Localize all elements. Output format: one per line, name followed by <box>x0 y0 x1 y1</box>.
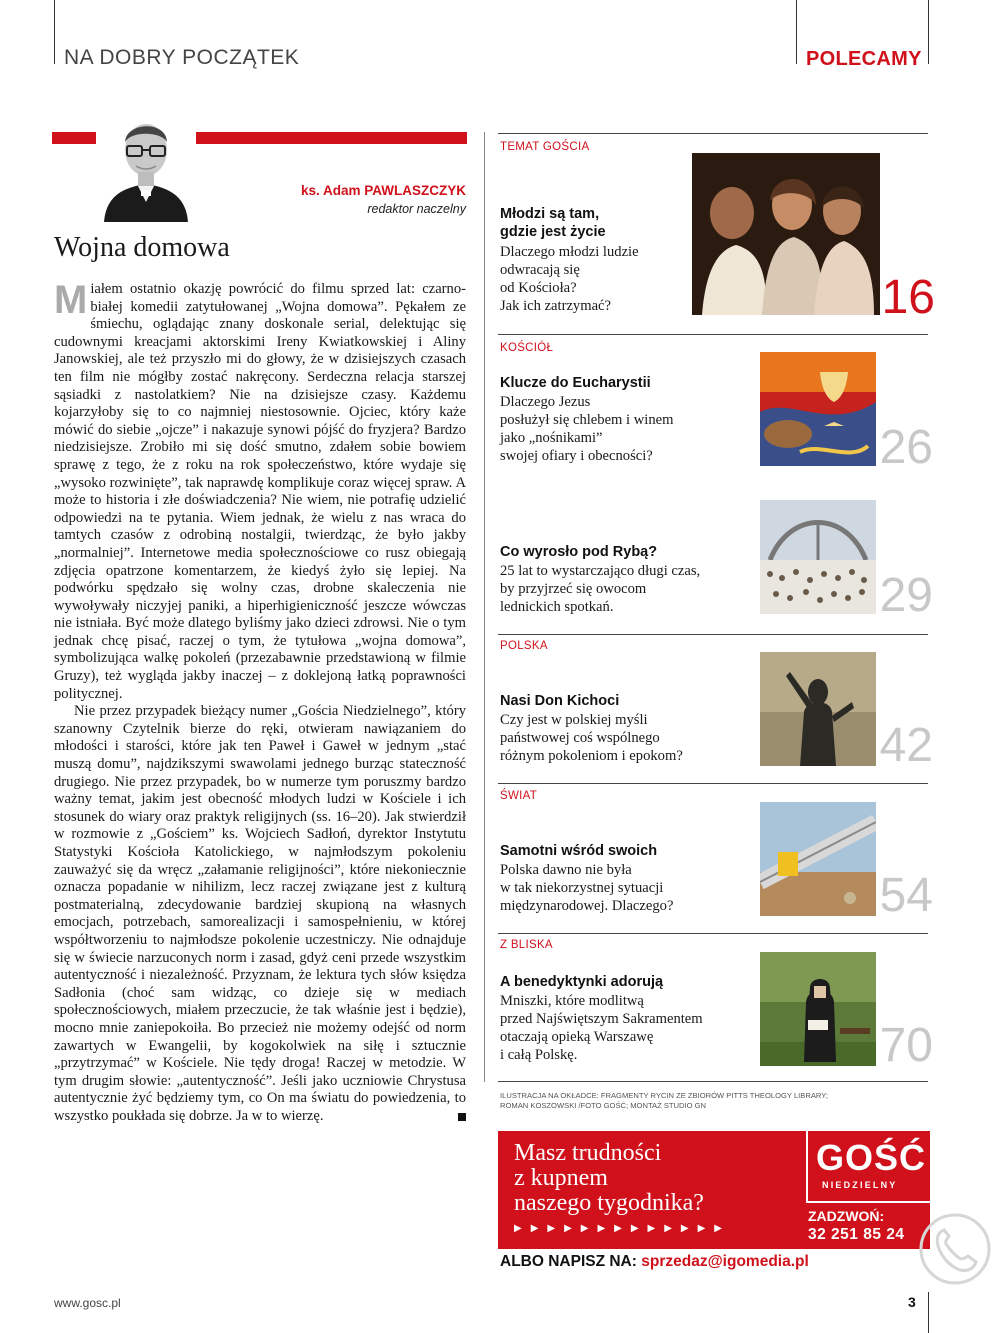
item-headline-samotni[interactable]: Samotni wśród swoich <box>500 843 658 859</box>
editorial-title: Wojna domowa <box>54 232 230 263</box>
ad-write-label: ALBO NAPISZ NA: <box>500 1253 637 1270</box>
editorial-paragraph-2 <box>54 703 466 1125</box>
item-headline-klucze[interactable]: Klucze do Eucharystii <box>500 375 651 391</box>
item-headline-line: gdzie jest życie <box>500 224 606 240</box>
ad-line: Masz trudności <box>514 1140 662 1166</box>
ad-line: naszego tygodnika? <box>514 1190 704 1216</box>
footer-url[interactable]: www.gosc.pl <box>54 1296 121 1310</box>
desc-line: otaczają opieką Warszawę <box>500 1029 654 1045</box>
phone-icon <box>918 1212 992 1286</box>
editorial-paragraph-1 <box>54 278 466 703</box>
item-separator <box>498 634 928 635</box>
item-desc-kichoci <box>500 711 745 765</box>
item-desc-samotni <box>500 861 745 915</box>
item-desc-benedyktynki <box>500 992 770 1064</box>
desc-line: Dlaczego Jezus <box>500 394 591 410</box>
desc-line: swojej ofiary i obecności? <box>500 448 653 464</box>
item-headline-kichoci[interactable]: Nasi Don Kichoci <box>500 693 620 709</box>
author-role: redaktor naczelny <box>367 202 466 216</box>
item-separator <box>498 933 928 934</box>
item-headline-mlodzi[interactable] <box>500 205 606 241</box>
editorial-paragraph-2-text: Nie przez przypadek bieżący numer „Gościa Niedzielnego”, który szanowny Czytelnik bierze do ręki, otwieram nawiązaniem do młodości i starości, które jak ten Paweł i Gaweł w jednym „stać muszą domu”, najdzikszymi swawolami jednego burząc stateczność drugiego. Nie przez przypadek, bo w numerze tym poruszmy bardzo ważny temat, jakim jest obecność młodych ludzi w Kościele i ich stosunek do wiary oraz praktyk religijnych (ss. 16–20). Jak stwierdził w rozmowie z „Gościem” ks. Wojciech Sadłoń, dyrektor Instytutu Statystyki Kościoła Katolickiego, w najmłodszym pokoleniu zauważyć się da wręcz „załamanie religijności”, które niekoniecznie oznacza popadanie w nihilizm, lecz raczej związane jest z kulturą postmaterialną, zdecydowanie bardziej skupioną na własnych emocjach, potrzebach, samorealizacji i samospełnieniu, w której współtworzeniu to najmłodsze pokolenie uczestniczy. Nie odnajduje się w świecie narzuconych norm i zasad, gdyż ceni przede wszystkim autentyczność i niezależność. Przyznam, że lektura tych słów księdza Sadłonia (choć sam widząc, co dzieje się w mediach społecznościowych, miałem przeczucie, że tak właśnie jest i będzie), mocno mnie zaniepokoiła. Bo przecież nie możemy odejść od norm zawartych w Ewangelii, by kogokolwiek na siłę i sztucznie „przytrzymać” w Kościele. Nie tędy droga! Raczej w metodzie. W tym drugim słowie: „autentyczność”. Jeśli jako uczniowie Chrystusa autentycznie żyć będziemy tym, co On ma światu do powiedzenia, to wszystko poukłada się dobrze. Ja w to wierzę. <box>54 703 466 1124</box>
item-separator <box>498 133 928 134</box>
desc-line: międzynarodowej. Dlaczego? <box>500 898 674 914</box>
header-rule-far-right <box>928 0 929 64</box>
desc-line: od Kościoła? <box>500 280 577 296</box>
page-number: 3 <box>908 1294 916 1310</box>
editorial-body <box>54 278 466 1126</box>
column-divider <box>484 132 485 1082</box>
header-rule-left <box>54 0 55 64</box>
arrow-row-icon: ▶▶▶▶▶▶▶▶▶▶▶▶▶ <box>514 1223 731 1234</box>
item-desc-klucze <box>500 393 745 465</box>
desc-line: 25 lat to wystarczająco długi czas, <box>500 563 701 579</box>
item-headline-ryba[interactable]: Co wyrosło pod Rybą? <box>500 544 658 560</box>
item-tag-temat: TEMAT GOŚCIA <box>500 141 590 153</box>
item-page-number[interactable]: 54 <box>879 869 933 922</box>
footer-rule <box>928 1292 929 1333</box>
desc-line: by przyjrzeć się owocom <box>500 581 647 597</box>
ad-write-line <box>500 1253 809 1271</box>
drop-cap: M <box>54 278 88 322</box>
desc-line: państwowej coś wspólnego <box>500 730 660 746</box>
item-tag-swiat: ŚWIAT <box>500 790 538 802</box>
ad-phone-number[interactable]: 32 251 85 24 <box>808 1226 905 1243</box>
item-separator <box>498 783 928 784</box>
desc-line: Polska dawno nie była <box>500 862 632 878</box>
ad-email-link[interactable]: sprzedaz@igomedia.pl <box>641 1253 809 1270</box>
item-page-number[interactable]: 42 <box>879 719 933 772</box>
item-tag-polska: POLSKA <box>500 640 548 652</box>
item-tag-z-bliska: Z BLISKA <box>500 939 553 951</box>
item-separator <box>498 334 928 335</box>
item-headline-line: Młodzi są tam, <box>500 206 600 222</box>
desc-line: lednickich spotkań. <box>500 599 614 615</box>
ad-headline <box>514 1141 704 1216</box>
ad-call-label: ZADZWOŃ: <box>808 1208 885 1224</box>
desc-line: w tak niekorzystnej sytuacji <box>500 880 664 896</box>
credits-line: ILUSTRACJA NA OKŁADCE: FRAGMENTY RYCIN ZE ZBIORÓW PITTS THEOLOGY LIBRARY; <box>500 1091 828 1100</box>
item-page-number[interactable]: 16 <box>881 271 935 324</box>
header-rule-right <box>796 0 797 64</box>
item-tag-kosciol: KOŚCIÓŁ <box>500 342 554 354</box>
gosc-logo: GOŚĆ <box>816 1137 927 1178</box>
desc-line: różnym pokoleniom i epokom? <box>500 748 683 764</box>
desc-line: Czy jest w polskiej myśli <box>500 712 648 728</box>
gosc-logo-sub: NIEDZIELNY <box>822 1180 898 1190</box>
desc-line: Dlaczego młodzi ludzie <box>500 244 639 260</box>
desc-line: i całą Polskę. <box>500 1047 578 1063</box>
item-page-number[interactable]: 70 <box>879 1019 933 1072</box>
item-desc-ryba <box>500 562 770 616</box>
item-headline-benedyktynki[interactable]: A benedyktynki adorują <box>500 974 664 990</box>
author-portrait <box>96 106 196 222</box>
credits-line: ROMAN KOSZOWSKI /FOTO GOŚĆ; MONTAŻ STUDIO GN <box>500 1101 707 1110</box>
ad-line: z kupnem <box>514 1165 608 1191</box>
desc-line: posłużył się chlebem i winem <box>500 412 674 428</box>
desc-line: odwracają się <box>500 262 580 278</box>
desc-line: Mniszki, które modlitwą <box>500 993 644 1009</box>
item-page-number[interactable]: 29 <box>879 569 933 622</box>
item-separator <box>498 1081 928 1082</box>
cover-credits <box>500 1091 840 1111</box>
desc-line: Jak ich zatrzymać? <box>500 298 612 314</box>
item-page-number[interactable]: 26 <box>879 421 933 474</box>
recommend-heading: POLECAMY <box>806 48 922 70</box>
author-name: ks. Adam PAWLASZCZYK <box>300 183 466 198</box>
end-mark-icon <box>458 1113 466 1121</box>
editorial-paragraph-1-text: iałem ostatnio okazję powrócić do filmu sprzed lat: czarno-białej komedii zatytułowanej „Wojna domowa”. Pękałem ze śmiechu, oglądając znany doskonale serial, delektując się cudownymi kreacjami aktorskimi Ireny Kwiatkowskiej i Aliny Janowskiej, ale też przyszło mi do głowy, że w dzisiejszych czasach ten film nie mógłby zostać nakręcony. Serdeczna relacja starszej sąsiadki z nastolatkiem? Nie na dzisiejsze czasy. Każdemu kojarzyłoby się to co najmniej niestosownie. Ojciec, który każe mówić do siebie „ojcze” i nakazuje synowi pójść do fryzjera? Bardzo niedzisiejsze. Zrobiło mi się dość smutno, zdałem sobie bowiem sprawę z tego, że z roku na rok społeczeństwo, które wydaje się „wysoko rozwinięte”, tak naprawdę komplikuje coraz więcej spraw. A może to historia i złe doświadczenia? Nie wiem, nie potrafię udzielić odpowiedzi na te pytania. Wiem jednak, że wielu z nas wraca do tamtych czasów z odrobiną nostalgii, twierdząc, że było jakby „normalniej”. Internetowe media społecznościowe co rusz obiegają zdjęcia opatrzone komentarzem, że kiedyś żyło się lepiej. Na podwórku spędzało się wolny czas, drobne skaleczenia nie wywoływały niczyjej paniki, a hiperhigieniczność jeszcze wówczas nie istniała. Być może dlatego byliśmy jako dzieci zdrowsi. Nie o tym jednak chcę pisać, raczej o tym, że tytułowa „wojna domowa”, symbolizująca walkę pokoleń (przezabawnie przedstawioną w filmie Gruzy), też wygląda jakby inaczej – z doklejoną łatką poprawności politycznej. <box>54 281 466 702</box>
section-title: NA DOBRY POCZĄTEK <box>64 46 300 69</box>
desc-line: jako „nośnikami” <box>500 430 603 446</box>
desc-line: przed Najświętszym Sakramentem <box>500 1011 703 1027</box>
